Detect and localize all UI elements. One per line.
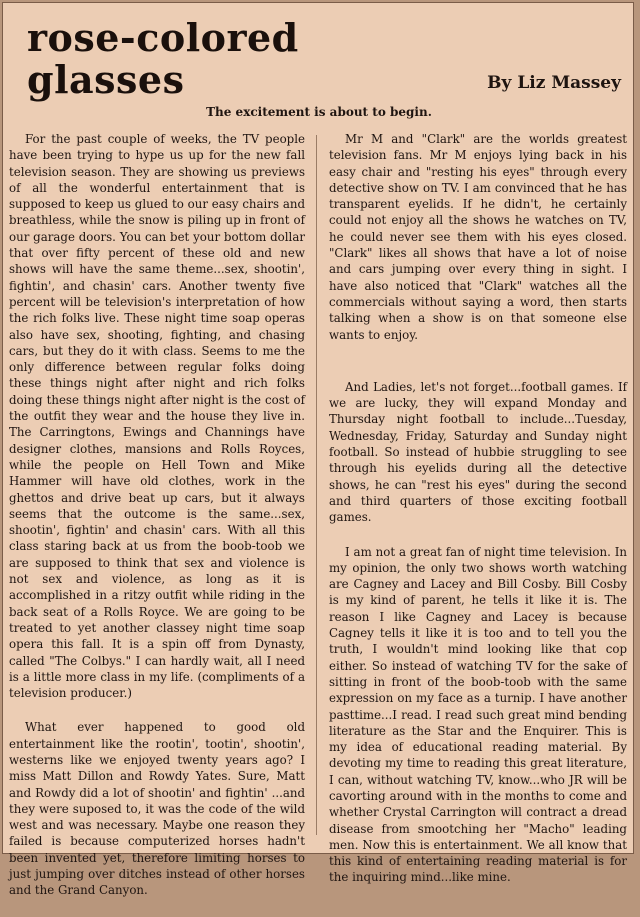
right-column <box>329 131 627 904</box>
paragraph: And Ladies, let's not forget...football games. If we are lucky, they will expand Monday and Thursday night football to include...Tuesday, Wednesday, Friday, Saturday and Sunday night football. So instead of hubbie struggling to see through his eyelids during all the detective shows, he can "rest his eyes" during the second and third quarters of those exciting football games. <box>329 379 627 525</box>
headline-line-2: glasses <box>27 57 185 102</box>
paragraph: What ever happened to good old entertainment like the rootin', tootin', shootin', westerns like we enjoyed twenty years ago? I miss Matt Dillon and Rowdy Yates. Sure, Matt and Rowdy did a lot of shootin' and fightin' ...and they were suposed to, it was the code of the wild west and was necessary. Maybe one reason they failed is because computerized horses hadn't been invented yet, therefore limiting horses to just jumping over ditches instead of other horses and the Grand Canyon. <box>9 720 305 898</box>
paragraph: Mr M and "Clark" are the worlds greatest television fans. Mr M enjoys lying back in his easy chair and "resting his eyes" through every detective show on TV. I am convinced that he has transparent eyelids. If he didn't, he certainly could not enjoy all the shows he watches on TV, he could never see them with his eyes closed. "Clark" likes all shows that have a lot of noise and cars jumping over every thing in sight. I have also noticed that "Clark" watches all the commercials without saying a word, then starts talking when a show is on that someone else wants to enjoy. <box>329 132 627 342</box>
paragraph: For the past couple of weeks, the TV people have been trying to hype us up for the new fall television season. They are showing us previews of all the wonderful entertainment that is supposed to keep us glued to our easy chairs and breathless, while the snow is piling up in front of our garage doors. You can bet your bottom dollar that over fifty percent of these old and new shows will have the same theme...sex, shootin', fightin', and chasin' cars. Another twenty five percent will be television's interpretation of how the rich folks live. These night time soap operas also have sex, shooting, fighting, and chasing cars, but they do it with class. Seems to me the only difference between regular folks doing these things night after night and rich folks doing these things night after night is the cost of the outfit they wear and the house they live in. The Carringtons, Ewings and Channings have designer clothes, mansions and Rolls Royces, while the people on Hell Town and Mike Hammer will have old clothes, work in the ghettos and drive beat up cars, but it always seems that the outcome is the same...sex, shootin', fightin' and chasin' cars. With all this class staring back at us from the boob-toob we are supposed to think that sex and violence is not sex and violence, as long as it is accomplished in a ritzy outfit while riding in the back seat of a Rolls Royce. We are going to be treated to yet another classey night time soap opera this fall. It is a spin off from Dynasty, called "The Colbys." I can hardly wait, all I need is a little more class in my life. (compliments of a television producer.) <box>9 132 305 701</box>
left-column <box>9 131 305 917</box>
headline <box>27 17 299 101</box>
newspaper-clipping <box>2 2 634 898</box>
byline: By Liz Massey <box>487 73 621 93</box>
paragraph: I am not a great fan of night time television. In my opinion, the only two shows worth watching are Cagney and Lacey and Bill Cosby. Bill Cosby is my kind of parent, he tells it like it is. The reason I like Cagney and Lacey is because Cagney tells it like it is too and to tell you the truth, I wouldn't mind looking like that cop either. So instead of watching TV for the sake of sitting in front of the boob-toob with the same expression on my face as a turnip. I have another pasttime...I read. I read such great mind bending literature as the Star and the Enquirer. This is my idea of educational reading material. By devoting my time to reading this great literature, I can, without watching TV, know...who JR will be cavorting around with in the months to come and whether Crystal Carrington will contract a dread disease from smootching her "Macho" leading men. Now this is entertainment. We all know that this kind of entertaining reading material is for the inquiring mind...like mine. <box>329 544 627 885</box>
headline-line-1: rose-colored <box>27 15 299 60</box>
column-divider <box>316 135 317 835</box>
deck-subheading: The excitement is about to begin. <box>206 105 432 119</box>
